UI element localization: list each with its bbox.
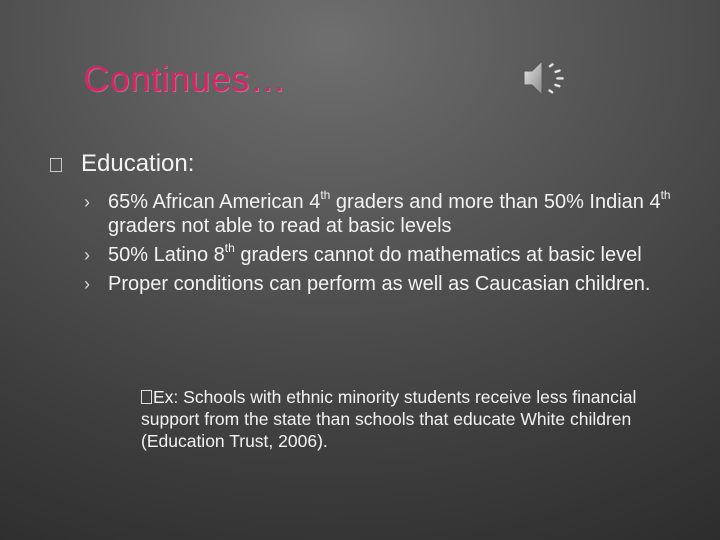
chevron-right-icon: ›: [84, 192, 90, 212]
sub-bullet-item: › 50% Latino 8th graders cannot do mathematics at basic level: [84, 241, 642, 266]
bullet-education: [50, 150, 194, 178]
speaker-sound-icon[interactable]: [520, 55, 570, 101]
sub-bullet-item: › Proper conditions can perform as well as Caucasian children.: [84, 273, 651, 295]
chevron-right-icon: ›: [84, 245, 90, 265]
bullet-education-text: Education:: [81, 150, 195, 177]
bullet-box-icon: [50, 158, 62, 172]
sub-bullet-list: [84, 190, 684, 301]
slide-title: Continues…: [83, 58, 287, 99]
third-level-bullet-text: Ex: Schools with ethnic minority students receive less financial support from the state than schools that educate White children (Education Trust, 2006).: [141, 387, 637, 451]
chevron-right-icon: ›: [84, 274, 90, 294]
sub-bullet-item: › 65% African American 4th graders and more than 50% Indian 4th graders not able to read at basic levels: [84, 188, 671, 237]
bullet-box-icon: [141, 390, 152, 404]
third-level-bullet: [141, 386, 681, 452]
